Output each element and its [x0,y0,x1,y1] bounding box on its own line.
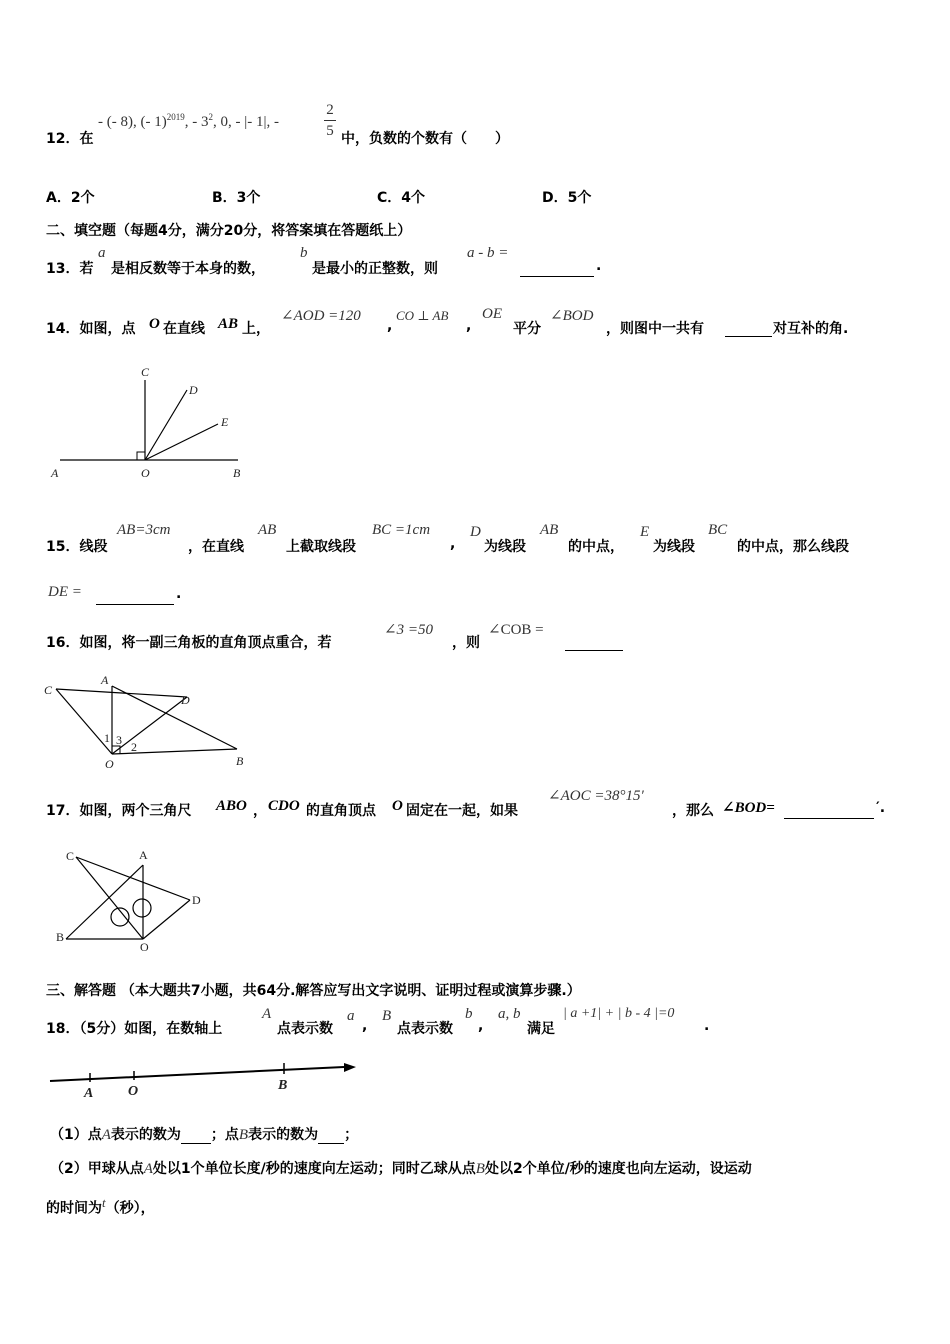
q14-label-o: O [141,466,150,480]
q12-frac-num: 2 [326,102,334,118]
q14-perp: CO ⊥ AB [396,308,449,323]
q16-label-1: 1 [104,731,110,745]
q17-label-b: B [56,930,65,944]
section3-heading: 三、解答题 （本大题共7小题，共64分.解答应写出文字说明、证明过程或演算步骤.） [46,983,581,999]
q12-number: 12．在 [46,131,94,147]
q15-text5: 为线段 [653,539,695,555]
q12-choice-d: D．5个 [542,190,592,206]
q18-comma1: , [362,1018,368,1034]
q17-number: 17．如图，两个三角尺 [46,803,192,819]
q15-number: 15．线段 [46,539,108,555]
q14-angle-bod: ∠BOD [550,308,594,324]
q14-right-angle [137,452,145,460]
q18-p1-sep: ；点 [210,1127,239,1143]
q15-text1: ，在直线 [188,539,244,555]
q14-label-c: C [141,365,150,379]
q12-fraction [324,100,336,141]
q17-text1: ， [253,803,267,819]
q17-figure [48,845,213,955]
q14-answer-blank[interactable] [725,318,772,337]
q17-cdo: CDO [268,798,300,814]
q18-b: b [465,1006,473,1022]
q18-part1 [50,1124,358,1144]
q15-comma1: , [450,536,456,552]
q12-choice-c: C．4个 [377,190,426,206]
q16-answer-blank[interactable] [565,632,623,651]
q15-bc-length: BC =1cm [372,522,431,538]
q12-tail: 中，负数的个数有（ ） [341,131,509,147]
q17-angle-bod: ∠BOD= [722,800,775,816]
q17-abo: ABO [216,798,247,814]
q18-p1-end: ； [344,1127,359,1143]
q16-label-c: C [44,683,53,697]
q15-period: . [176,586,182,602]
q18-p2-t: t [102,1195,106,1210]
q18-period: . [704,1018,710,1034]
q18-axis-arrow [344,1063,356,1072]
q14-number: 14．如图，点 [46,321,136,337]
q17-text2: 的直角顶点 [306,803,376,819]
q12-expr-part2: , - 3 [184,114,209,130]
q17-label-c: C [66,849,75,863]
q18-p1-point-a: A [101,1127,111,1143]
q15-text4: 的中点， [568,539,624,555]
q16-label-o: O [105,757,114,771]
q15-ab-length: AB=3cm [117,522,171,538]
q16-figure [40,672,260,772]
q15-text6: 的中点，那么线段 [737,539,849,555]
q12-expression [98,112,279,131]
q13-a: a [98,245,106,261]
q14-label-b: B [233,466,241,480]
q15-ab2: AB [540,522,559,538]
q17-text4: ，那么 [672,803,714,819]
q17-line-od [143,900,190,939]
q14-oe: OE [482,306,502,322]
q18-p2-prefix: （2）甲球从点 [50,1161,144,1177]
q12-expr-part3: , 0, - |- 1|, - [212,114,279,130]
q17-answer-blank[interactable] [784,800,874,819]
q15-de: DE = [48,584,82,600]
q16-number: 16．如图，将一副三角板的直角顶点重合，若 [46,635,332,651]
q15-answer-blank[interactable] [96,586,174,605]
q18-number-line [46,1055,366,1103]
q17-label-o: O [140,940,149,954]
q14-label-d: D [189,383,198,397]
q17-point-o: O [392,798,403,814]
q17-end: ′. [876,800,886,816]
q17-line-ab [66,865,143,939]
q18-label-b: B [278,1078,288,1093]
q16-label-a: A [101,673,109,687]
q14-text4: ，则图中一共有 [606,321,704,337]
q16-label-b: B [236,754,244,768]
q15-bc: BC [708,522,728,538]
q13-period: . [596,258,602,274]
q14-comma2: , [466,318,472,334]
q18-p2-point-b: B [475,1161,485,1177]
q18-condition: | a +1| + | b - 4 |=0 [563,1006,675,1021]
q16-angle3: ∠3 =50 [384,622,433,638]
q18-point-b: B [382,1008,392,1024]
q12-exp-2019: 2019 [166,112,185,122]
q18-comma2: , [478,1018,484,1034]
q16-label-d: D [181,693,190,707]
q12-exp-2: 2 [208,112,213,122]
q14-text1: 在直线 [163,321,205,337]
q12-choice-b: B．3个 [212,190,261,206]
q17-circle-right [133,899,151,917]
q14-label-e: E [221,415,229,429]
q13-expression: a - b = [467,245,509,261]
q14-text3: 平分 [513,321,541,337]
q14-point-o: O [149,316,160,332]
q13-text2: 是最小的正整数，则 [312,261,438,277]
q18-p1-prefix: （1）点 [50,1127,102,1143]
q17-text3: 固定在一起，如果 [406,803,518,819]
q14-angle-aod: ∠AOD =120 [281,308,361,324]
q17-angle-aoc: ∠AOC =38°15′ [548,788,644,804]
q18-p2-text4: （秒）， [105,1200,155,1217]
q12-expr-part1: - (- 8), (- 1) [98,114,167,130]
section2-heading: 二、填空题（每题4分，满分20分，将答案填在答题纸上） [46,223,412,239]
q13-number: 13．若 [46,261,94,277]
q18-text3: 满足 [527,1021,555,1037]
q15-text2: 上截取线段 [286,539,356,555]
q18-p1-point-b: B [238,1127,249,1143]
q16-label-2: 2 [131,740,137,754]
q18-ab: a, b [498,1006,521,1022]
q18-axis [50,1067,344,1081]
q14-line-ab: AB [218,316,239,332]
q18-p1-blank-a[interactable] [181,1129,211,1144]
q14-text5: 对互补的角. [773,321,849,337]
q12-frac-den: 5 [324,120,336,141]
q18-label-a: A [84,1086,94,1101]
q14-label-a: A [51,466,59,480]
q15-point-e: E [640,524,650,540]
q18-point-a: A [262,1006,272,1022]
q14-text2: 上， [242,321,270,337]
q18-p1-text-b: 表示的数为 [248,1127,319,1143]
q18-number: 18．（5分）如图，在数轴上 [46,1021,223,1037]
q16-label-3: 3 [116,733,122,747]
q18-p2-text2: 处以2个单位/秒的速度也向左运动，设运动 [484,1161,752,1177]
q16-text1: ，则 [452,635,480,651]
q18-p1-blank-b[interactable] [318,1129,344,1144]
q18-p2-point-a: A [143,1161,153,1177]
q18-part2-line2 [46,1195,155,1218]
q18-part2-line1 [50,1158,752,1178]
q12-choice-a: A．2个 [46,190,95,206]
q18-label-o: O [128,1084,139,1099]
q17-label-d: D [192,893,201,907]
q14-figure [40,360,260,485]
q13-b: b [300,245,308,261]
q13-answer-blank[interactable] [520,258,594,277]
q18-p2-text3: 的时间为 [46,1200,102,1217]
q13-text1: 是相反数等于本身的数， [111,261,265,277]
q18-a: a [347,1008,355,1024]
q18-p1-text-a: 表示的数为 [110,1127,181,1143]
q18-p2-text1: 处以1个单位长度/秒的速度向左运动；同时乙球从点 [152,1161,476,1177]
q15-ab: AB [258,522,277,538]
q16-angle-cob: ∠COB = [488,622,544,638]
q15-text3: 为线段 [484,539,526,555]
q18-text1: 点表示数 [277,1021,333,1037]
q14-comma1: , [387,318,393,334]
q15-point-d: D [470,524,481,540]
q18-text2: 点表示数 [397,1021,453,1037]
q17-label-a: A [139,848,148,862]
